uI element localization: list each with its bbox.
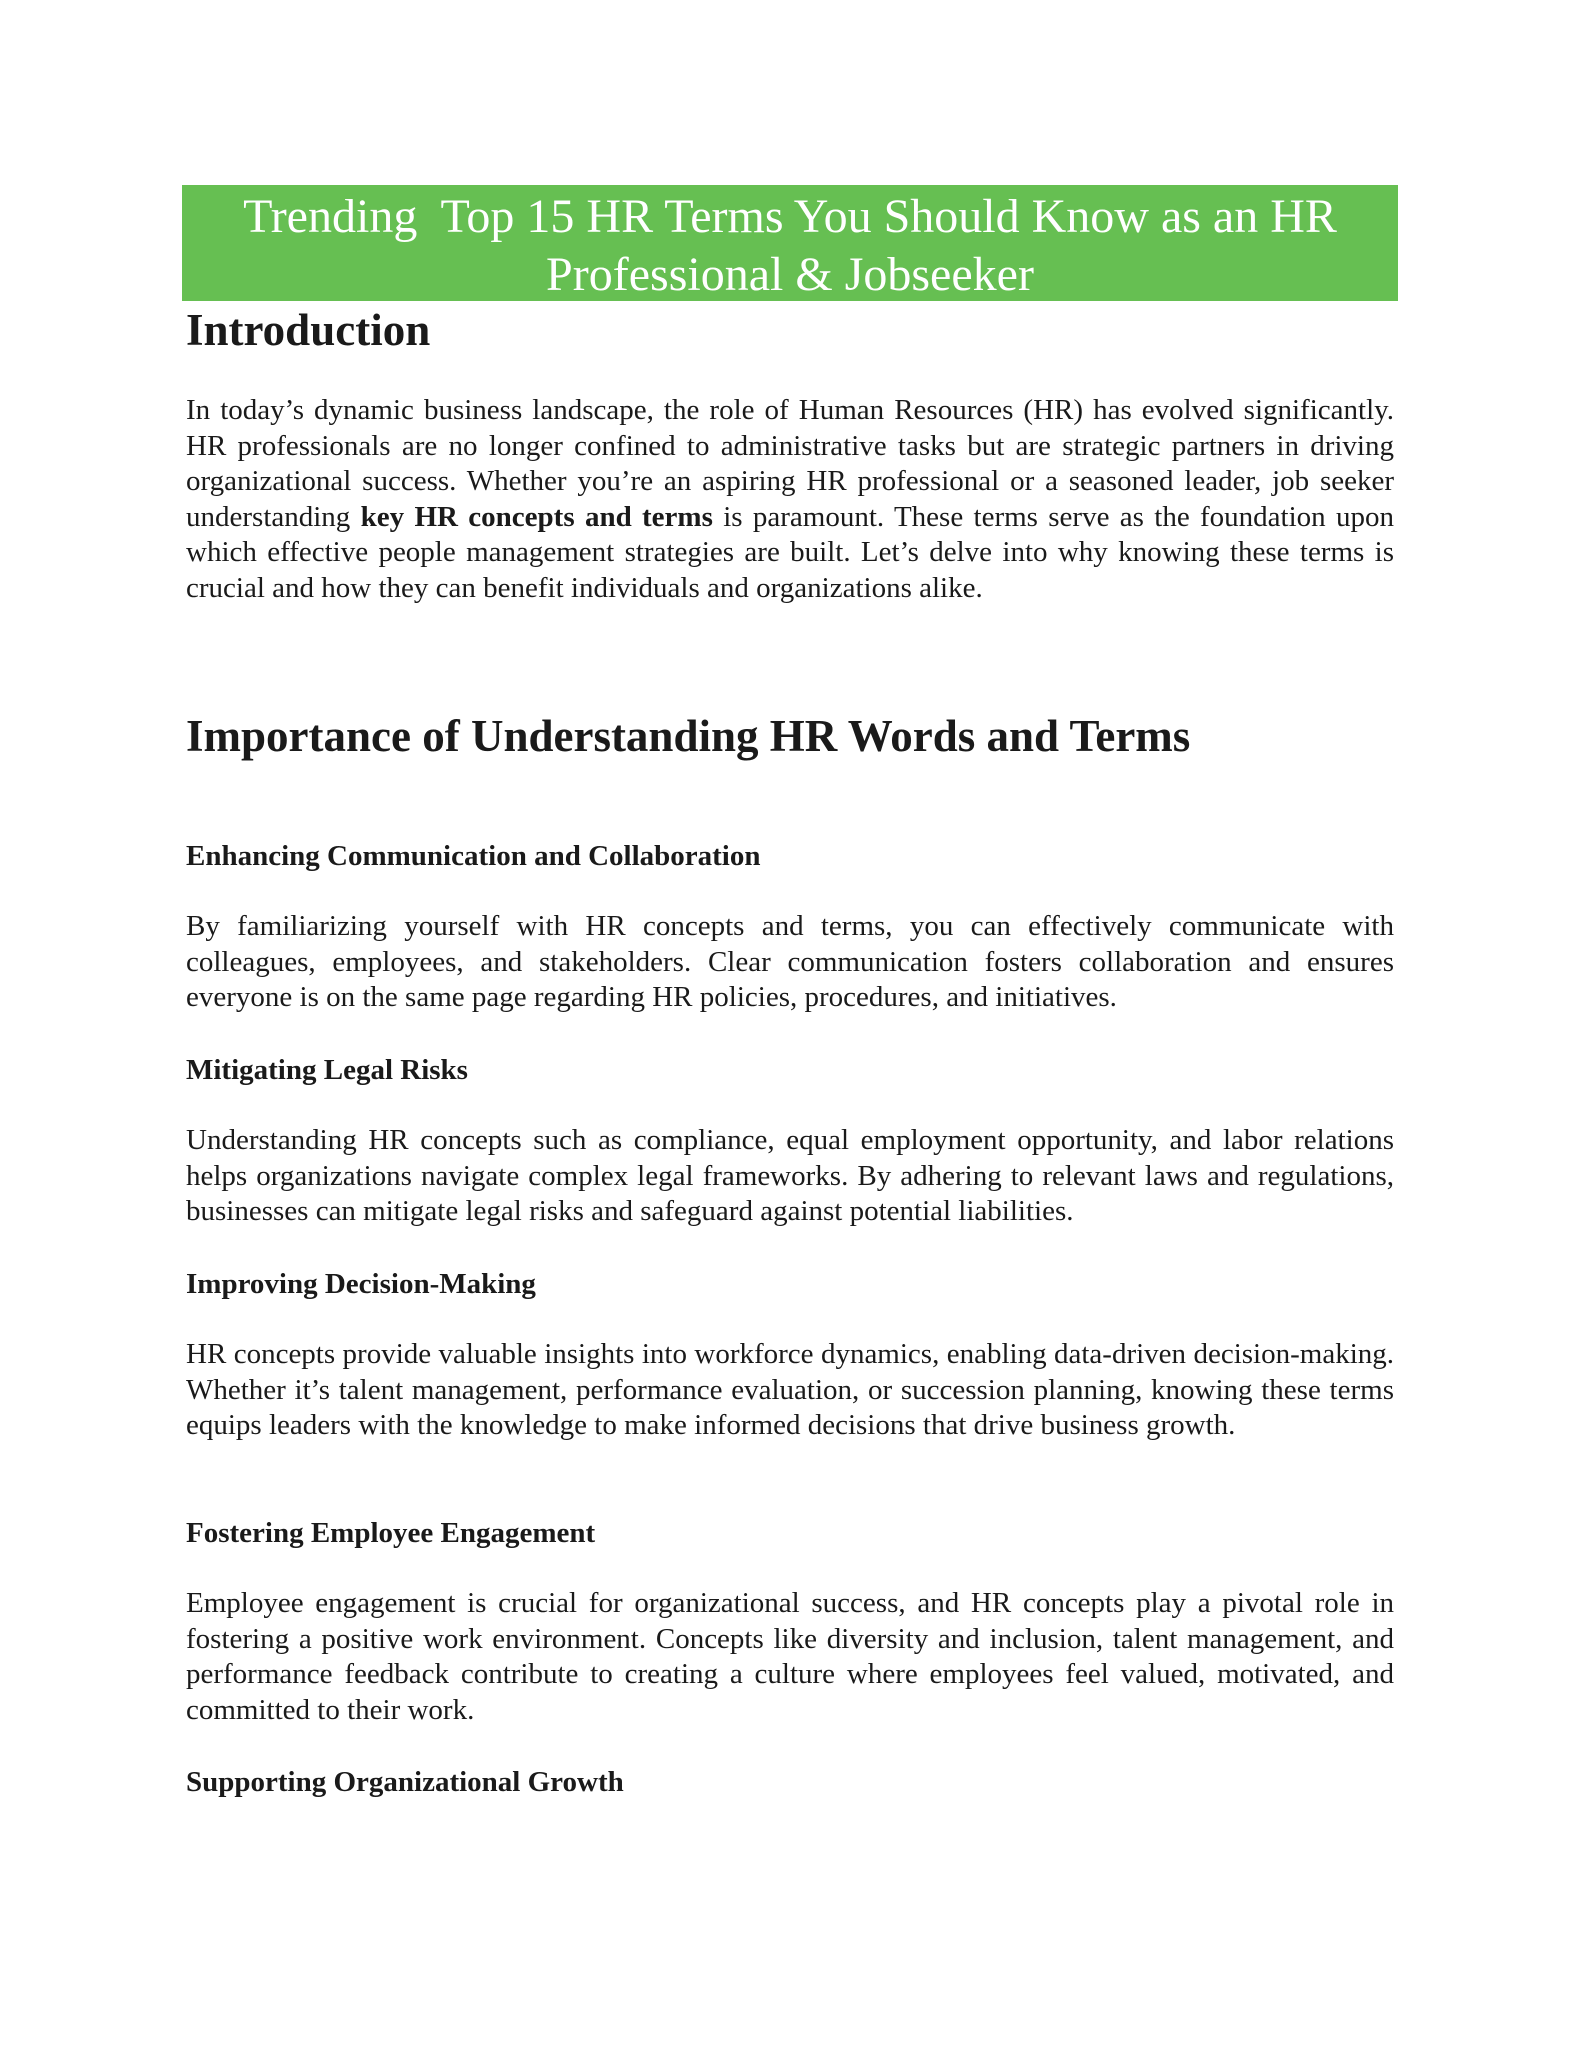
section-heading-decision-making: Improving Decision-Making <box>186 1268 536 1300</box>
introduction-bold-text: key HR concepts and terms <box>360 500 713 533</box>
introduction-heading: Introduction <box>186 305 431 355</box>
introduction-text-start: In today’s dynamic business landscape, the role of Human Resources (HR) has evolved significantly. HR professionals are no longer confined to administrative tasks but are strategic partners in driving organizational success. Whether you’re an aspiring HR professional or a seasoned leader, job seeker understanding <box>186 394 1394 533</box>
section-text-legal-risks: Understanding HR concepts such as compliance, equal employment opportunity, and labor relations helps organizations navigate complex legal frameworks. By adhering to relevant laws and regulations, businesses can mitigate legal risks and safeguard against potential liabilities. <box>186 1124 1394 1228</box>
section-heading-communication: Enhancing Communication and Collaboration <box>186 840 761 872</box>
section-text-communication: By familiarizing yourself with HR concepts and terms, you can effectively communicate with colleagues, employees, and stakeholders. Clear communication fosters collaboration and ensures everyone is on the same page regarding HR policies, procedures, and initiatives. <box>186 910 1394 1014</box>
section-heading-legal-risks: Mitigating Legal Risks <box>186 1054 468 1086</box>
importance-heading: Importance of Understanding HR Words and Terms <box>186 711 1191 761</box>
section-heading-growth: Supporting Organizational Growth <box>186 1766 624 1798</box>
title-line-1: Trending Top 15 HR Terms You Should Know as an HR <box>243 190 1337 243</box>
title-banner <box>182 185 1398 301</box>
section-text-engagement: Employee engagement is crucial for organizational success, and HR concepts play a pivotal role in fostering a positive work environment. Concepts like diversity and inclusion, talent management, and performance feedback contribute to creating a culture where employees feel valued, motivated, and committed to their work. <box>186 1587 1394 1726</box>
section-heading-engagement: Fostering Employee Engagement <box>186 1517 596 1549</box>
introduction-text-end: is paramount. These terms serve as the foundation upon which effective people management strategies are built. Let’s delve into why knowing these terms is crucial and how they can benefit individuals and organizations alike. <box>186 500 1394 604</box>
introduction-paragraph <box>186 393 1394 607</box>
title-line-2: Professional & Jobseeker <box>546 248 1034 301</box>
section-text-decision-making: HR concepts provide valuable insights into workforce dynamics, enabling data-driven decision-making. Whether it’s talent management, performance evaluation, or succession planning, knowing these terms equips leaders with the knowledge to make informed decisions that drive business growth. <box>186 1338 1394 1442</box>
